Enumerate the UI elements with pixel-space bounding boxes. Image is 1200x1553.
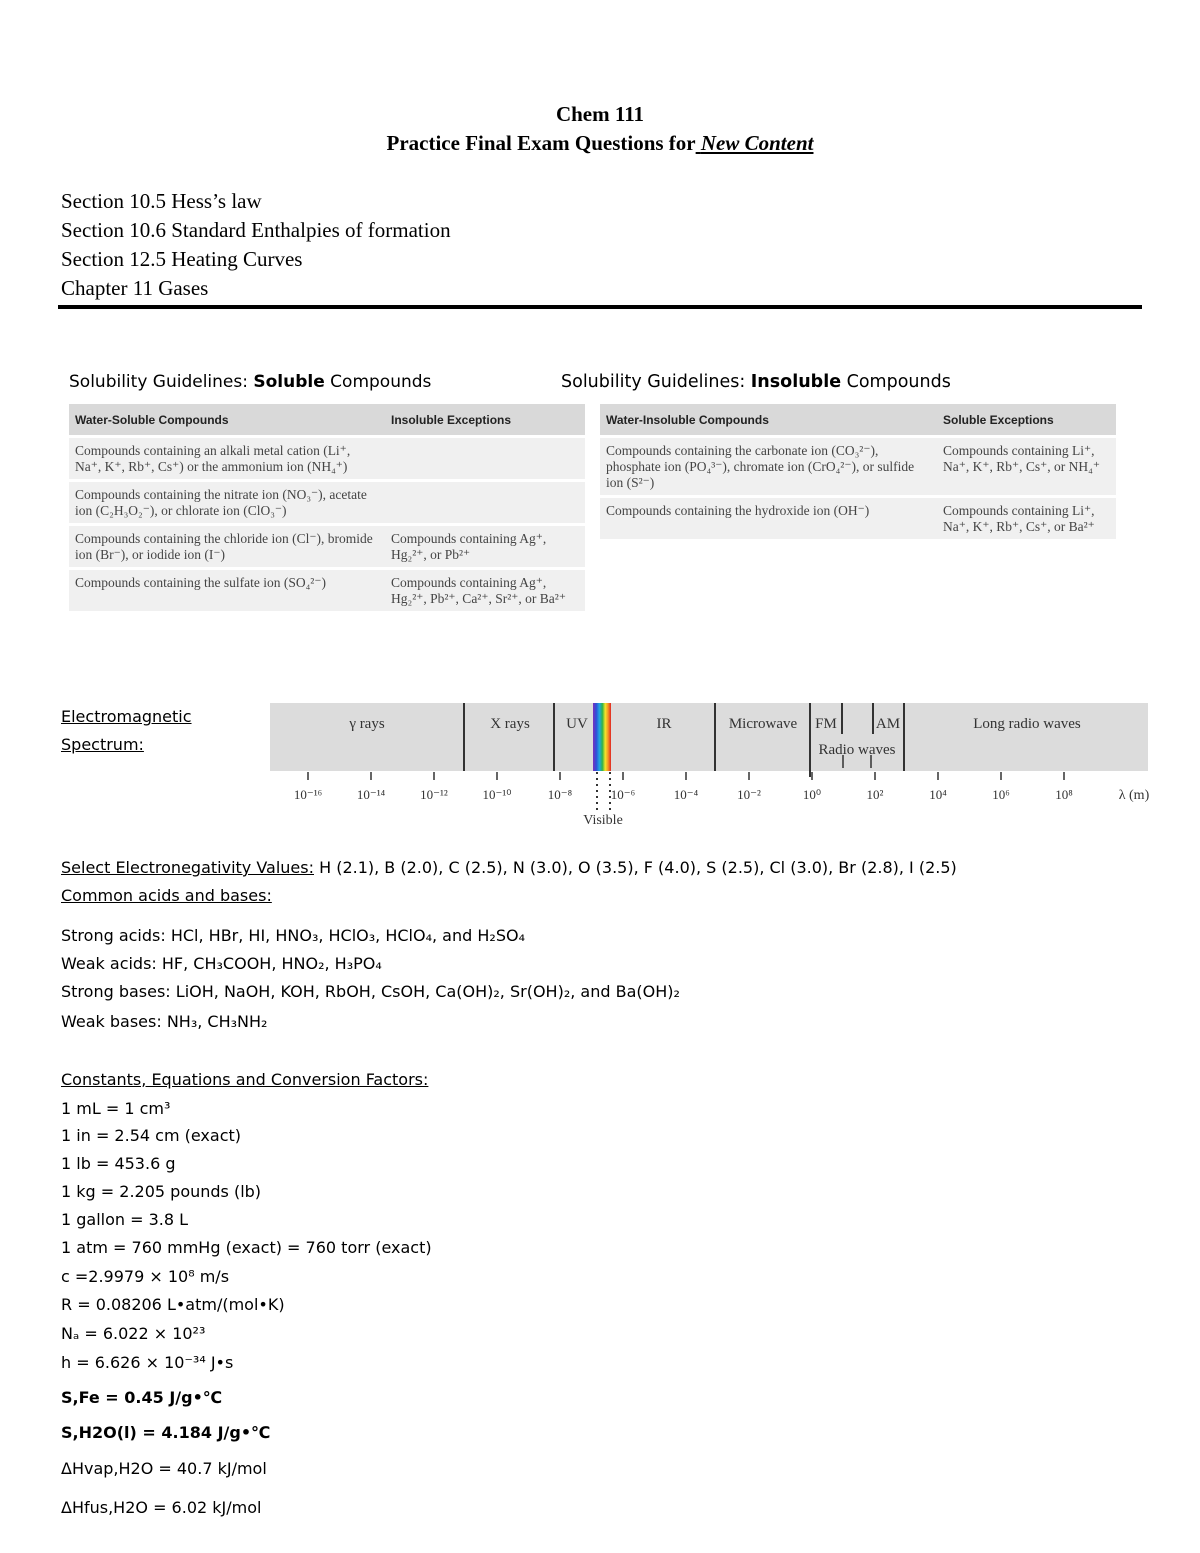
- compound-cell: Compounds containing the carbonate ion (CO₃²⁻), phosphate ion (PO₄³⁻), chromate ion (CrO₄²⁻), or sulfide ion (S²⁻): [600, 437, 937, 497]
- axis-tick-label: 10⁴: [929, 787, 947, 802]
- band-label: X rays: [490, 716, 530, 732]
- exception-cell: Compounds containing Ag⁺, Hg₂²⁺, or Pb²⁺: [385, 525, 585, 569]
- constant-item: S,Fe = 0.45 J/g•℃: [61, 1388, 223, 1407]
- table-row: [69, 569, 585, 612]
- constant-item: Nₐ = 6.022 × 10²³: [61, 1324, 206, 1343]
- column-header: Water-Soluble Compounds: [69, 404, 385, 437]
- exception-cell: Compounds containing Li⁺, Na⁺, K⁺, Rb⁺, Cs⁺, or Ba²⁺: [937, 497, 1116, 540]
- table-header-row: [69, 404, 585, 437]
- insoluble-compounds-table: [600, 404, 1116, 539]
- header-divider: [58, 305, 1142, 309]
- axis-tick-label: 10⁻⁶: [610, 787, 636, 802]
- band-label: γ rays: [349, 716, 385, 732]
- axis-tick-label: 10⁻¹⁴: [356, 787, 386, 802]
- constant-item: h = 6.626 × 10⁻³⁴ J•s: [61, 1353, 234, 1372]
- exception-cell: Compounds containing Ag⁺, Hg₂²⁺, Pb²⁺, Ca²⁺, Sr²⁺, or Ba²⁺: [385, 569, 585, 612]
- axis-tick-label: 10⁰: [802, 787, 822, 802]
- exception-cell: [385, 481, 585, 525]
- axis-tick-label: 10⁸: [1055, 787, 1073, 802]
- constant-item: 1 in = 2.54 cm (exact): [61, 1126, 241, 1145]
- constant-item: 1 gallon = 3.8 L: [61, 1210, 189, 1229]
- compound-cell: Compounds containing the sulfate ion (SO₄²⁻): [69, 569, 385, 612]
- table-header-row: [600, 404, 1116, 437]
- band-label: Microwave: [728, 716, 798, 732]
- band-label: FM: [815, 716, 837, 732]
- insoluble-heading: Solubility Guidelines: Insoluble Compounds: [561, 372, 951, 392]
- electronegativity-line: [61, 858, 957, 877]
- axis-tick-label: 10²: [866, 787, 884, 802]
- constant-item: 1 kg = 2.205 pounds (lb): [61, 1182, 262, 1201]
- compound-cell: Compounds containing an alkali metal cation (Li⁺, Na⁺, K⁺, Rb⁺, Cs⁺) or the ammonium ion (NH₄⁺): [69, 437, 385, 481]
- axis-tick-label: 10⁻¹⁰: [482, 787, 512, 802]
- band-label: Long radio waves: [973, 716, 1081, 732]
- constant-item: c =2.9979 × 10⁸ m/s: [61, 1267, 230, 1286]
- band-label: IR: [656, 716, 672, 732]
- axis-tick-label: 10⁻¹⁶: [293, 787, 323, 802]
- axis-tick-label: 10⁻⁸: [547, 787, 573, 802]
- exception-cell: Compounds containing Li⁺, Na⁺, K⁺, Rb⁺, Cs⁺, or NH₄⁺: [937, 437, 1116, 497]
- subtitle-prefix: Practice Final Exam Questions for: [386, 131, 696, 155]
- compound-cell: Compounds containing the hydroxide ion (OH⁻): [600, 497, 937, 540]
- constant-item: ΔHvap,H2O = 40.7 kJ/mol: [61, 1459, 267, 1478]
- document-title: Chem 111: [555, 102, 645, 126]
- constant-item: 1 mL = 1 cm³: [61, 1099, 171, 1118]
- column-header: Water-Insoluble Compounds: [600, 404, 937, 437]
- strong-acids-line: Strong acids: HCl, HBr, HI, HNO₃, HClO₃, HClO₄, and H₂SO₄: [61, 926, 525, 945]
- electronegativity-label: Select Electronegativity Values:: [61, 858, 314, 877]
- weak-bases-line: Weak bases: NH₃, CH₃NH₂: [61, 1012, 268, 1031]
- exception-cell: [385, 437, 585, 481]
- axis-tick-label: 10⁻¹²: [420, 787, 448, 802]
- compound-cell: Compounds containing the nitrate ion (NO₃⁻), acetate ion (C₂H₃O₂⁻), or chlorate ion (ClO₃⁻): [69, 481, 385, 525]
- soluble-compounds-table: [69, 404, 585, 611]
- constant-item: 1 lb = 453.6 g: [61, 1154, 176, 1173]
- visible-light-band: [593, 703, 611, 771]
- table-row: [69, 525, 585, 569]
- constant-item: R = 0.08206 L•atm/(mol•K): [61, 1295, 285, 1314]
- axis-tick-label: 10⁶: [992, 787, 1010, 802]
- visible-label: Visible: [583, 813, 623, 828]
- section-item: Section 10.5 Hess’s law: [61, 189, 262, 213]
- electronegativity-values: H (2.1), B (2.0), C (2.5), N (3.0), O (3.5), F (4.0), S (2.5), Cl (3.0), Br (2.8), I (2.5): [314, 858, 957, 877]
- subtitle-emphasis: New Content: [700, 131, 814, 155]
- compound-cell: Compounds containing the chloride ion (Cl⁻), bromide ion (Br⁻), or iodide ion (I⁻): [69, 525, 385, 569]
- spectrum-band-background: [270, 703, 1148, 771]
- band-label: AM: [875, 716, 901, 732]
- band-label: UV: [566, 716, 588, 732]
- strong-bases-line: Strong bases: LiOH, NaOH, KOH, RbOH, CsOH, Ca(OH)₂, Sr(OH)₂, and Ba(OH)₂: [61, 982, 680, 1001]
- axis-tick-label: 10⁻²: [737, 787, 761, 802]
- constants-heading: Constants, Equations and Conversion Factors:: [61, 1070, 429, 1089]
- spectrum-label: Electromagnetic Spectrum:: [61, 707, 192, 754]
- weak-acids-line: Weak acids: HF, CH₃COOH, HNO₂, H₃PO₄: [61, 954, 382, 973]
- section-item: Chapter 11 Gases: [61, 276, 209, 300]
- column-header: Insoluble Exceptions: [385, 404, 585, 437]
- column-header: Soluble Exceptions: [937, 404, 1116, 437]
- table-row: [600, 497, 1116, 540]
- section-item: Section 12.5 Heating Curves: [61, 247, 303, 271]
- axis-unit-label: λ (m): [1118, 788, 1150, 803]
- table-row: [69, 481, 585, 525]
- document-subtitle: [0, 131, 1200, 156]
- axis-tick-label: 10⁻⁴: [673, 787, 699, 802]
- soluble-heading: Solubility Guidelines: Soluble Compounds: [69, 372, 432, 392]
- constant-item: ΔHfus,H2O = 6.02 kJ/mol: [61, 1498, 262, 1517]
- constant-item: 1 atm = 760 mmHg (exact) = 760 torr (exact): [61, 1238, 432, 1257]
- table-row: [600, 437, 1116, 497]
- electromagnetic-spectrum-diagram: [270, 700, 1150, 830]
- acids-bases-heading: Common acids and bases:: [61, 886, 272, 905]
- section-item: Section 10.6 Standard Enthalpies of formation: [61, 218, 451, 242]
- band-label: Radio waves: [818, 742, 896, 758]
- table-row: [69, 437, 585, 481]
- constant-item: S,H2O(l) = 4.184 J/g•℃: [61, 1423, 271, 1442]
